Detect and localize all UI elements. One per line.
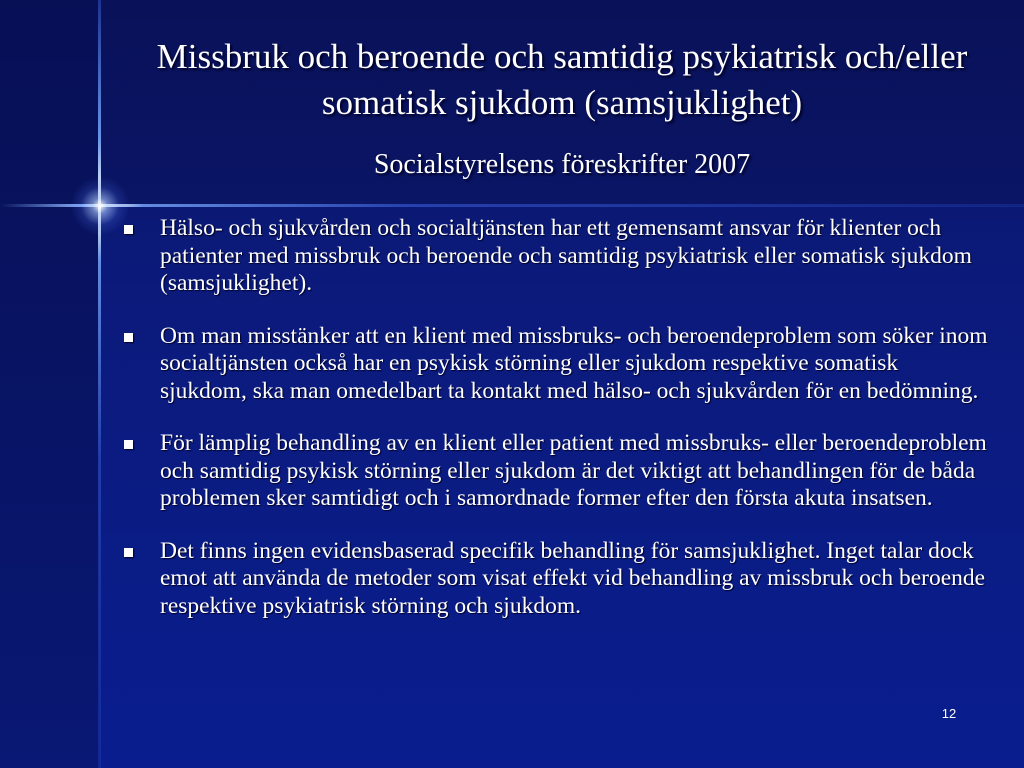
sparkle-horizontal-line [0,204,1024,207]
bullet-text: Det finns ingen evidensbaserad specifik behandling för samsjuklighet. Inget talar dock emot att använda de metoder som visat effekt vid behandling av missbruk och beroende respektive psykiatrisk störning och sjukdom. [160,537,986,619]
square-bullet-icon [124,225,133,234]
bullet-text: Hälso- och sjukvården och socialtjänsten har ett gemensamt ansvar för klienter och patienter med missbruk och beroende och samtidig psykiatrisk eller somatisk sjukdom (samsjuklighet). [160,215,972,296]
left-band [0,0,99,768]
bullet-text: För lämplig behandling av en klient eller patient med missbruks- eller beroendeproblem och samtidig psykisk störning eller sjukdom är det viktigt att behandlingen för de båda problemen sker samtidigt och i samordnade former efter den första akuta insatsen. [160,430,987,511]
slide-title: Missbruk och beroende och samtidig psykiatrisk och/eller somatisk sjukdom (samsjuklighet) [156,37,968,122]
bullet-item [120,538,990,621]
slide-subtitle: Socialstyrelsens föreskrifter 2007 [373,149,751,180]
bullet-item [120,430,990,513]
square-bullet-icon [124,333,133,342]
square-bullet-icon [124,440,133,449]
bullet-item [120,215,990,298]
bullet-text: Om man misstänker att en klient med missbruks- och beroendeproblem som söker inom socialtjänsten också har en psykisk störning eller sjukdom respektive somatisk sjukdom, ska man omedelbart ta kontakt med hälso- och sjukvården för en bedömning. [160,322,988,404]
square-bullet-icon [124,548,133,557]
bullet-list [120,215,990,620]
bullet-item [120,323,990,406]
page-number: 12 [941,706,957,721]
sparkle-vertical-line [98,0,101,768]
